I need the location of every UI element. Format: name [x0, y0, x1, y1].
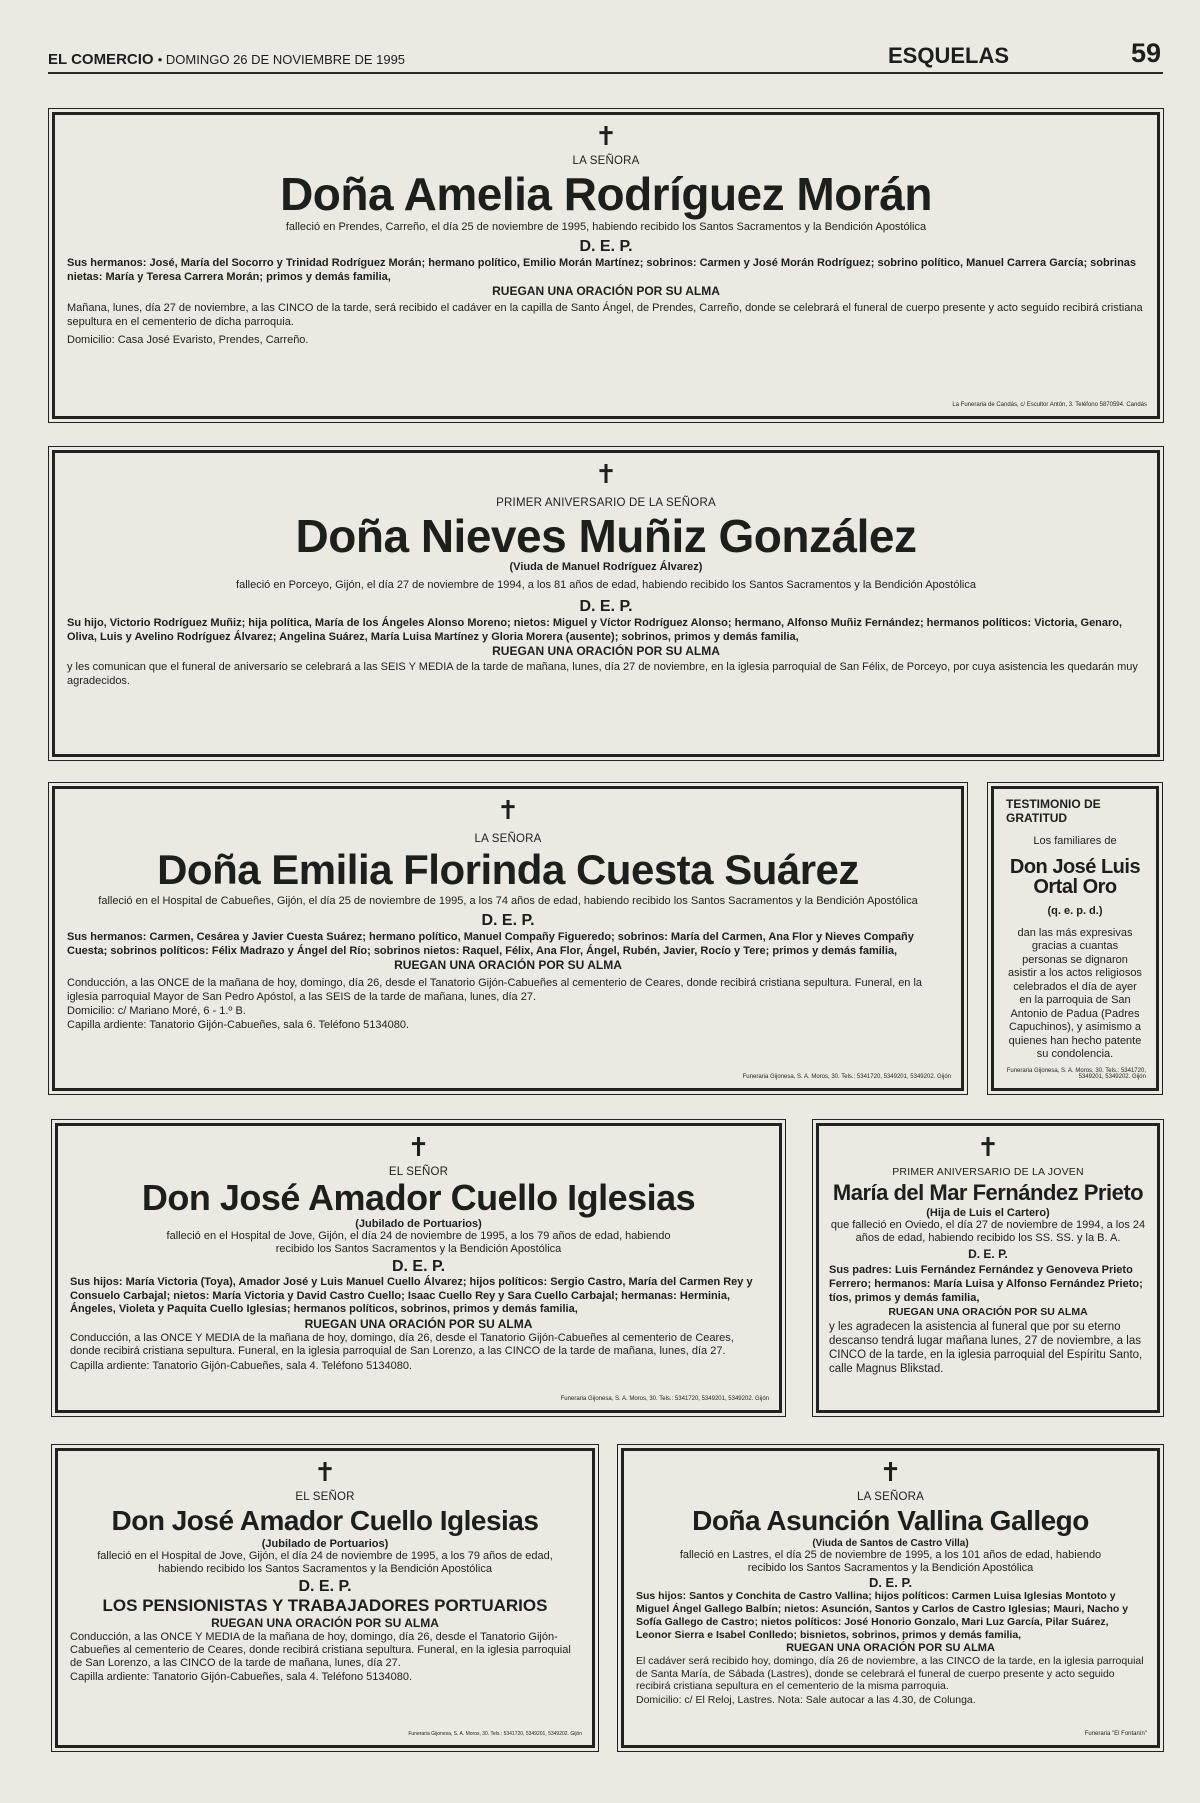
- group-name: LOS PENSIONISTAS Y TRABAJADORES PORTUARIOS: [102, 1596, 548, 1615]
- gratitude-title: TESTIMONIO DE GRATITUD: [1006, 797, 1101, 825]
- cross-icon: ✝: [879, 1457, 902, 1487]
- qepd-label: (q. e. p. d.): [1047, 904, 1103, 917]
- deceased-subtitle: (Viuda de Santos de Castro Villa): [812, 1538, 969, 1549]
- newspaper-name: [48, 51, 405, 68]
- home-address: Domicilio: Casa José Evaristo, Prendes, Carreño.: [67, 334, 309, 346]
- cross-icon: ✝: [314, 1457, 336, 1487]
- deceased-subtitle: (Jubilado de Portuarios): [261, 1538, 389, 1550]
- dep-label: D. E. P.: [579, 238, 633, 255]
- family-list: Sus padres: Luis Fernández Fernández y Genoveva Prieto Ferrero; hermanos: María Luisa y Alfonso Fernández Prieto; tíos, primos y demás familia,: [829, 1264, 1143, 1304]
- family-list: Sus hijos: Santos y Conchita de Castro Vallina; hijos políticos: Carmen Luisa Iglesias Montoto y Miguel Ángel Gallego Balbín; nietos: Asunción, Santos y Carlos de Castro Iglesias; Mauri, Nacho y Sofía Gallego de Castro; nietos políticos: José Honorio Gonzalo, Mari Luz García, Pilar Suárez, Leonor Sierra e Isabel Conlledo; bisnietos, sobrinos, primos y demás familia,: [636, 1590, 1129, 1641]
- deceased-subtitle: (Hija de Luis el Cartero): [926, 1207, 1050, 1219]
- notice-title: PRIMER ANIVERSARIO DE LA SEÑORA: [496, 497, 716, 509]
- cross-icon: ✝: [595, 459, 617, 489]
- prayer-request: RUEGAN UNA ORACIÓN POR SU ALMA: [492, 284, 720, 298]
- ceremony-details: Mañana, lunes, día 27 de noviembre, a las CINCO de la tarde, será recibido el cadáver en la capilla de Santo Ángel, de Prendes, Carreño, donde se celebrará el funeral de cuerpo presente y acto seguido recibirá cristiana sepultura en el cementerio de dicha parroquia.: [67, 302, 1143, 328]
- ceremony-details: Conducción, a las ONCE de la mañana de hoy, domingo, día 26, desde el Tanatorio Gijón-Cabueñes al cementerio de Ceares, donde recibirá cristiana sepultura. Funeral, en la iglesia parroquial Mayor de San Pedro Apóstol, a las SEIS de la tarde de mañana, lunes, día 27.: [67, 977, 923, 1003]
- funeral-home: Funeraria Gijonesa, S. A. Moros, 30. Tels.: 5341720, 5349201, 5349202. Gijón: [560, 1396, 769, 1402]
- notice-title: LA SEÑORA: [857, 1491, 924, 1503]
- prayer-request: RUEGAN UNA ORACIÓN POR SU ALMA: [394, 958, 622, 972]
- chapel-info: Capilla ardiente: Tanatorio Gijón-Cabueñes, sala 4. Teléfono 5134080.: [70, 1359, 413, 1372]
- death-info: falleció en Lastres, el día 25 de noviembre de 1995, a los 101 años de edad, habiendo recibido los Santos Sacramentos y la Bendición Apostólica: [679, 1549, 1102, 1574]
- notice-title: EL SEÑOR: [295, 1491, 355, 1503]
- deceased-subtitle: (Viuda de Manuel Rodríguez Álvarez): [509, 561, 703, 573]
- section-title: ESQUELAS: [888, 43, 1010, 68]
- notice-title: LA SEÑORA: [474, 833, 542, 845]
- death-info: falleció en Porceyo, Gijón, el día 27 de noviembre de 1994, a los 81 años de edad, habiendo recibido los Santos Sacramentos y la Bendición Apostólica: [236, 579, 976, 591]
- family-list: Sus hijos: María Victoria (Toya), Amador José y Luis Manuel Cuello Álvarez; hijos políticos: Sergio Castro, María del Carmen Rey y Consuelo Carbajal; nietos: María Victoria y David Castro Cuello; Isaac Cuello Rey y Sara Cuello Carbajal; hermanas: Herminia, Ángeles, Violeta y Paquita Cuello Iglesias; hermanos políticos, sobrinos, primos y demás familia,: [70, 1276, 753, 1315]
- ceremony-details: y les comunican que el funeral de aniversario se celebrará a las SEIS Y MEDIA de la tarde de mañana, lunes, día 27 de noviembre, en la iglesia parroquial de San Félix, de Porceyo, por cuya asistencia les quedarán muy agradecidos.: [67, 661, 1138, 687]
- ceremony-details: Conducción, a las ONCE Y MEDIA de la mañana de hoy, domingo, día 26, desde el Tanatorio Gijón-Cabueñes al cementerio de Ceares, donde recibirá cristiana sepultura. Funeral, en la iglesia parroquial de San Lorenzo, a las CINCO de la tarde de mañana, lunes, día 27.: [70, 1331, 734, 1357]
- death-info: falleció en el Hospital de Cabueñes, Gijón, el día 25 de noviembre de 1995, a los 74 años de edad, habiendo recibido los Santos Sacramentos y la Bendición Apostólica: [98, 895, 918, 907]
- chapel-info: Capilla ardiente: Tanatorio Gijón-Cabueñes, sala 4. Teléfono 5134080.: [70, 1671, 413, 1683]
- deceased-name: Doña Nieves Muñiz González: [295, 510, 917, 562]
- prayer-request: RUEGAN UNA ORACIÓN POR SU ALMA: [786, 1642, 995, 1654]
- notice-title: PRIMER ANIVERSARIO DE LA JOVEN: [892, 1166, 1084, 1178]
- deceased-name: Doña Emilia Florinda Cuesta Suárez: [157, 846, 859, 893]
- death-info: falleció en Prendes, Carreño, el día 25 de noviembre de 1995, habiendo recibido los Santos Sacramentos y la Bendición Apostólica: [285, 221, 927, 233]
- notice-title: EL SEÑOR: [388, 1166, 449, 1178]
- ceremony-details: y les agradecen la asistencia al funeral que por su eterno descanso tendrá lugar mañana lunes, 27 de noviembre, a las CINCO de la tarde, en la iglesia parroquial del Espíritu Santo, calle Magnus Blikstad.: [829, 1321, 1143, 1375]
- family-list: Sus hermanos: Carmen, Cesárea y Javier Cuesta Suárez; hermano político, Manuel Compañy Figueredo; sobrinos: María del Carmen, Ana Flor y Nieves Compañy Cuesta; sobrinos políticos: Félix Madrazo y Ángel del Río; sobrinos nietos: Raquel, Félix, Ana Flor, Ángel, Rubén, Javier, Rocío y Tere; primos y demás familia,: [67, 931, 914, 957]
- dep-label: D. E. P.: [391, 1258, 446, 1275]
- death-info: falleció en el Hospital de Jove, Gijón, el día 24 de noviembre de 1995, a los 79 años de edad, habiendo recibido los Santos Sacramentos y la Bendición Apostólica: [166, 1230, 671, 1255]
- chapel-info: Capilla ardiente: Tanatorio Gijón-Cabueñes, sala 6. Teléfono 5134080.: [67, 1019, 410, 1031]
- deceased-name: Don José Amador Cuello Iglesias: [141, 1177, 696, 1218]
- deceased-name: Don José Luis Ortal Oro: [1009, 855, 1141, 898]
- deceased-name: Doña Amelia Rodríguez Morán: [280, 168, 932, 220]
- cross-icon: ✝: [407, 1132, 430, 1162]
- funeral-home: Funeraria "El Fontanín": [1084, 1731, 1147, 1737]
- prayer-request: RUEGAN UNA ORACIÓN POR SU ALMA: [211, 1616, 439, 1630]
- deceased-name: Doña Asunción Vallina Gallego: [692, 1505, 1089, 1536]
- cross-icon: ✝: [497, 795, 519, 825]
- prayer-request: RUEGAN UNA ORACIÓN POR SU ALMA: [304, 1316, 533, 1331]
- home-address: Domicilio: c/ El Reloj, Lastres. Nota: Sale autocar a las 4.30, de Colunga.: [636, 1693, 976, 1706]
- obituary-asuncion-vallina: [621, 1448, 1160, 1748]
- home-address: Domicilio: c/ Mariano Moré, 6 - 1.º B.: [67, 1005, 246, 1017]
- funeral-home: Funeraria Gijonesa, S. A. Moros, 30. Tels.: 5341720, 5349201, 5349202. Gijón: [742, 1074, 951, 1080]
- cross-icon: ✝: [595, 121, 617, 151]
- cross-icon: ✝: [977, 1132, 999, 1162]
- obituary-amelia-rodriguez: [52, 112, 1160, 419]
- obituary-emilia-cuesta: [52, 786, 964, 1091]
- page-number: 59: [1130, 38, 1161, 68]
- issue-date: • DOMINGO 26 DE NOVIEMBRE DE 1995: [157, 52, 406, 67]
- death-info: falleció en el Hospital de Jove, Gijón, el día 24 de noviembre de 1995, a los 79 años de edad, habiendo recibido los Santos Sacramentos y la Bendición Apostólica: [97, 1550, 553, 1575]
- funeral-home: Funeraria Gijonesa, S. A. Moros, 30. Tels.: 5341720, 5349201, 5349202. Gijón: [408, 1731, 582, 1737]
- dep-label: D. E. P.: [298, 1578, 352, 1595]
- notice-title: LA SEÑORA: [572, 155, 640, 167]
- dep-label: D. E. P.: [968, 1247, 1008, 1261]
- deceased-subtitle: (Jubilado de Portuarios): [355, 1218, 482, 1230]
- deceased-name: Don José Amador Cuello Iglesias: [111, 1505, 539, 1536]
- family-list: Sus hermanos: José, María del Socorro y Trinidad Rodríguez Morán; hermano político, Emilio Morán Martínez; sobrinos: Carmen y José Morán Rodríguez; sobrino político, Manuel Carrera García; sobrinas nietas: María y Teresa Carrera Morán; primos y demás familia,: [67, 257, 1137, 283]
- page-header: [48, 38, 1163, 74]
- death-info: que falleció en Oviedo, el día 27 de noviembre de 1994, a los 24 años de edad, habiendo recibido los SS. SS. y la B. A.: [830, 1219, 1146, 1244]
- obituary-jose-amador-cuello: [55, 1123, 782, 1413]
- gratitude-notice-ortal: [991, 786, 1159, 1091]
- anniversary-nieves-muniz: [52, 450, 1160, 757]
- anniversary-maria-del-mar: [816, 1123, 1160, 1413]
- paper-title: EL COMERCIO: [48, 51, 154, 68]
- family-list: Su hijo, Victorio Rodríguez Muñiz; hija política, María de los Ángeles Alonso Moreno; nietos: Miguel y Víctor Rodríguez Alonso; hermano, Alfonso Muñiz Fernández; hermanos políticos: Victoria, Genaro, Oliva, Luis y Avelino Rodríguez Álvarez; Angelina Suárez, María Luisa Martínez y Gloria Morera (ausente); sobrinos, primos y demás familia,: [67, 617, 1123, 643]
- gratitude-text: dan las más expresivas gracias a cuantas personas se dignaron asistir a los actos religiosos celebrados el día de ayer en la parroquia de San Antonio de Padua (Padres Capuchinos), y asimismo a quienes han hecho patente su condolencia.: [1008, 926, 1142, 1060]
- dep-label: D. E. P.: [481, 912, 535, 929]
- deceased-name: María del Mar Fernández Prieto: [832, 1180, 1144, 1205]
- funeral-home: La Funeraria de Candás, c/ Escultor Antón, 3. Teléfono 5870594. Candás: [952, 402, 1147, 408]
- funeral-home: Funeraria Gijonesa, S. A. Moros, 30. Tels.: 5341720, 5349201, 5349202. Gijón: [1006, 1068, 1146, 1080]
- prayer-request: RUEGAN UNA ORACIÓN POR SU ALMA: [492, 644, 720, 658]
- prayer-request: RUEGAN UNA ORACIÓN POR SU ALMA: [888, 1306, 1088, 1318]
- dep-label: D. E. P.: [579, 598, 633, 615]
- gratitude-intro: Los familiares de: [1033, 835, 1117, 847]
- ceremony-details: El cadáver será recibido hoy, domingo, día 26 de noviembre, a las CINCO de la tarde, en la iglesia parroquial de Santa María, de Sábada (Lastres), donde se celebrará el funeral de cuerpo presente y acto seguido recibirá cristiana sepultura en el cementerio de la misma parroquia.: [636, 1655, 1144, 1692]
- notice-pensionistas-portuarios: [55, 1448, 595, 1748]
- dep-label: D. E. P.: [868, 1575, 913, 1590]
- ceremony-details: Conducción, a las ONCE Y MEDIA de la mañana de hoy, domingo, día 26, desde el Tanatorio Gijón-Cabueñes al cementerio de Ceares, donde recibirá cristiana sepultura. Funeral, en la iglesia parroquial de San Lorenzo, a las CINCO de la tarde de mañana, lunes, día 27.: [70, 1631, 571, 1669]
